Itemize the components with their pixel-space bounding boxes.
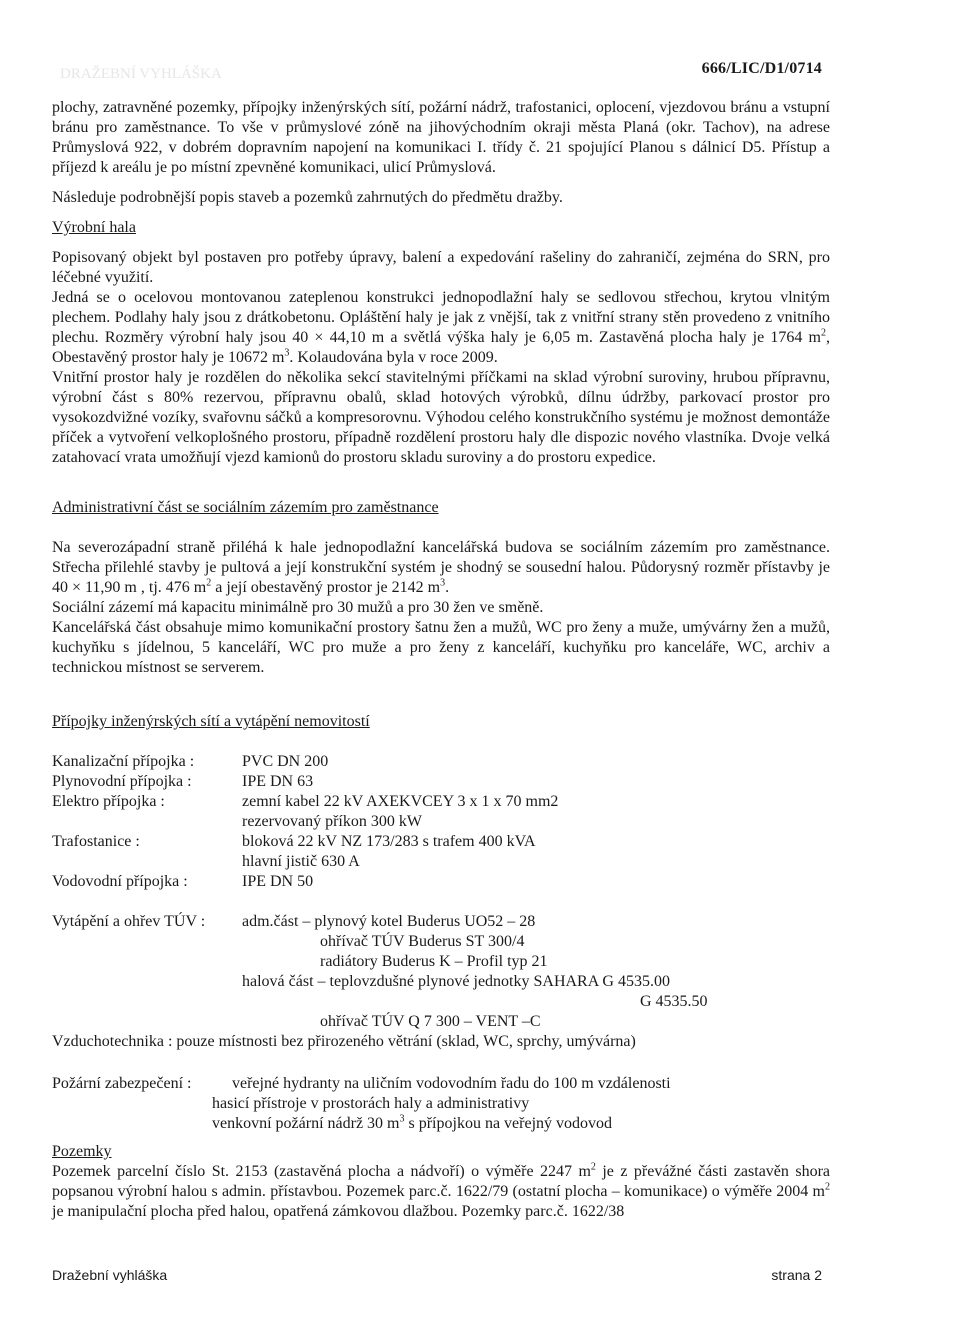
section-heading-utilities: Přípojky inženýrských sítí a vytápění nemovitostí	[52, 713, 370, 730]
document-id: 666/LIC/D1/0714	[701, 60, 822, 77]
utility-value: hasicí přístroje v prostorách haly a administrativy	[212, 1095, 530, 1112]
document-body	[52, 98, 830, 678]
section-heading-land: Pozemky	[52, 1143, 112, 1160]
ventilation-line: Vzduchotechnika : pouze místnosti bez přirozeného větrání (sklad, WC, sprchy, umývárna)	[52, 1033, 636, 1050]
utility-value: zemní kabel 22 kV AXEKVCEY 3 x 1 x 70 mm2	[242, 793, 559, 810]
hall-paragraph-2: Jedná se o ocelovou montovanou zateplenou konstrukci jednopodlažní haly se sedlovou střechou, krytou vlnitým plechem. Podlahy haly jsou z drátkobetonu. Opláštění haly je jak z vnější, tak z vnitřní strany stěn provedeno z vnitního plechu. Rozměry výrobní haly jsou 40 × 44,10 m a světlá výška haly je 6,05 m. Zastavěná plocha haly je 1764 $m^2$, Obestavěný prostor haly je 10672 $m^3$. Kolaudována byla v roce 2009.	[52, 289, 830, 366]
utility-label: Vytápění a ohřev TÚV :	[52, 913, 206, 930]
section-heading-hall: Výrobní hala	[52, 219, 136, 236]
hall-paragraph-3: Vnitřní prostor haly je rozdělen do několika sekcí stavitelnými příčkami na sklad výrobní suroviny, hrubou přípravnu, výrobní část s 80% rezervou, přípravnu obalů, sklad hotových výrobků, dílnu údržby, parkovací prostor pro vysokozdvižné vozíky, svařovnu sáčků a kompresorovnu. Výhodou celého konstrukčního systému je možnost demontáže příček a vytvoření velkoplošného prostoru, případně rozdělení prostoru haly dle dispozic nového vlastníka. Dvoje velká zatahovací vrata umožňují vjezd kamionů do prostoru skladu suroviny a do prostoru expedice.	[52, 369, 830, 466]
intro-paragraph-2: Následuje podrobnější popis staveb a pozemků zahrnutých do předmětu dražby.	[52, 189, 563, 206]
utility-value: venkovní požární nádrž 30 $m^3$ s přípojkou na veřejný vodovod	[212, 1113, 613, 1132]
utility-value: veřejné hydranty na uličním vodovodním řadu do 100 m vzdálenosti	[232, 1075, 671, 1092]
admin-paragraph-2: Sociální zázemí má kapacitu minimálně pro 30 mužů a pro 30 žen ve směně.	[52, 599, 544, 616]
utility-value: bloková 22 kV NZ 173/283 s trafem 400 kVA	[242, 833, 536, 850]
utility-label: Vodovodní přípojka :	[52, 873, 188, 890]
admin-paragraph-1: Na severozápadní straně přiléhá k hale jednopodlažní kancelářská budova se sociálním zázemím pro zaměstnance. Střecha přilehlé stavby je pultová a její konstrukční systém je shodný se sousední halou. Půdorysný rozměr přístavby je 40 × 11,90 m , tj. 476 $m^2$ a její obestavěný prostor je 2142 $m^3$.	[52, 539, 830, 596]
intro-paragraph: plochy, zatravněné pozemky, přípojky inženýrských sítí, požární nádrž, trafostanici, oplocení, vjezdovou bránu a vstupní bránu pro zaměstnance. To vše v průmyslové zóně na jihovýchodním okraji města Planá (okr. Tachov), na adrese Průmyslová 922, v dobrém dopravním napojení na komunikaci I. třídy č. 21 spojující Planou s dálnicí D5. Přístup a příjezd k areálu je po místní zpevněné komunikaci, ulicí Průmyslová.	[52, 99, 830, 176]
utility-value: ohřívač TÚV Buderus ST 300/4	[320, 933, 525, 950]
ghost-header-text: DRAŽEBNÍ VYHLÁŠKA	[60, 66, 222, 82]
utility-value: adm.část – plynový kotel Buderus UO52 – 28	[242, 913, 536, 930]
land-paragraph: Pozemek parcelní číslo St. 2153 (zastavěná plocha a nádvoří) o výměře 2247 $m^2$ je z převážné části zastavěn shora popsanou výrobní halou s admin. přístavbou. Pozemek parc.č. 1622/79 (ostatní plocha – komunikace) o výměře 2004 $m^2$ je manipulační plocha před halou, opatřená zámkovou dlažbou. Pozemky parc.č. 1622/38	[52, 1161, 831, 1220]
page-number: strana 2	[771, 1267, 822, 1283]
utility-label: Trafostanice :	[52, 833, 140, 850]
utility-value: radiátory Buderus K – Profil typ 21	[320, 953, 548, 970]
utility-value: PVC DN 200	[242, 753, 329, 770]
admin-paragraph-3: Kancelářská část obsahuje mimo komunikační prostory šatnu žen a mužů, WC pro ženy a muže, umývárny žen a mužů, kuchyňku s jídelnou, 5 kanceláří, WC pro muže a pro ženy z kanceláří, kuchyňku pro kanceláře, WC, archiv a technickou místnost se serverem.	[52, 619, 830, 676]
footer-title: Dražební vyhláška	[52, 1267, 168, 1283]
utility-label: Elektro přípojka :	[52, 793, 165, 810]
section-heading-admin: Administrativní část se sociálním zázemím pro zaměstnance	[52, 499, 439, 516]
land-section	[52, 1142, 830, 1222]
utility-label: Plynovodní přípojka :	[52, 773, 192, 790]
hall-paragraph-1: Popisovaný objekt byl postaven pro potřeby úpravy, balení a expedování rašeliny do zahraničí, zejména do SRN, pro léčebné využití.	[52, 249, 830, 286]
utility-label: Kanalizační přípojka :	[52, 753, 195, 770]
utility-value: IPE DN 63	[242, 773, 314, 790]
utility-value: G 4535.50	[640, 993, 708, 1010]
utility-value: IPE DN 50	[242, 873, 314, 890]
utility-value: halová část – teplovzdušné plynové jednotky SAHARA G 4535.00	[242, 973, 670, 990]
utility-value: ohřívač TÚV Q 7 300 – VENT –C	[320, 1013, 541, 1030]
utility-label: Požární zabezpečení :	[52, 1075, 192, 1092]
utility-value: hlavní jistič 630 A	[242, 853, 360, 870]
utility-value: rezervovaný příkon 300 kW	[242, 813, 422, 830]
